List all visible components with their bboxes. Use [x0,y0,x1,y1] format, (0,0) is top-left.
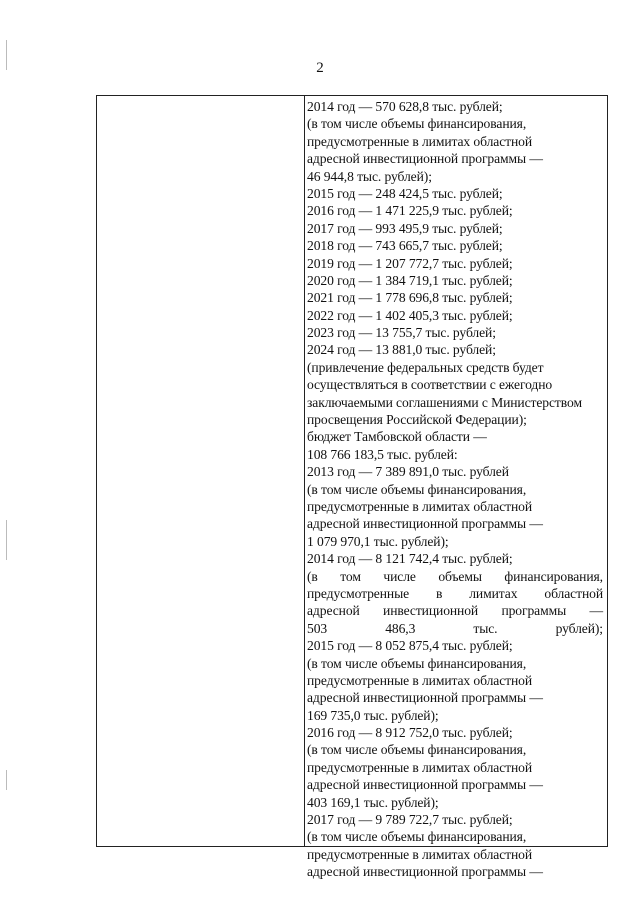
table-text-line: 2024 год — 13 881,0 тыс. рублей; [307,342,496,358]
table-text-line: (в том числе объемы финансирования, [307,481,527,497]
table-text-line: адресной инвестиционной программы — [307,151,543,167]
funding-table [96,95,608,880]
table-text-line: адресной инвестиционной программы — [307,516,543,532]
table-left-cell [97,96,305,846]
table-text-line: (в том числе объемы финансирования, [307,742,527,758]
table-text-line: 2016 год — 8 912 752,0 тыс. рублей; [307,725,513,741]
table-text-line: 2013 год — 7 389 891,0 тыс. рублей [307,464,509,480]
table-text-line: 46 944,8 тыс. рублей); [307,168,432,184]
table-text-line: 2023 год — 13 755,7 тыс. рублей; [307,325,496,341]
scan-mark-middle [6,520,7,560]
page-number: 2 [316,60,324,76]
table-text-line: (в том числе объемы финансирования, [307,116,527,132]
table-text-line [307,585,603,602]
table-text-word: — [589,603,603,619]
table-text-word: рублей); [555,620,603,636]
table-text-line: осуществляться в соответствии с ежегодно [307,377,553,393]
table-text-line: предусмотренные в лимитах областной [307,672,533,688]
table-text-line: 2016 год — 1 471 225,9 тыс. рублей; [307,203,513,219]
table-text-word: адресной [307,603,360,619]
table-text-line [307,620,603,637]
table-text-word: лимитах [469,585,518,601]
scan-mark-top [6,40,7,70]
table-text-line: предусмотренные в лимитах областной [307,133,533,149]
table-text-line: адресной инвестиционной программы — [307,777,543,793]
table-text-word: том [340,568,361,584]
table-text-line: предусмотренные в лимитах областной [307,846,533,862]
table-text-word: финансирования, [504,568,603,584]
table-text-word: объемы [438,568,482,584]
table-text-line: заключаемыми соглашениями с Министерством [307,394,582,410]
table-text-line: бюджет Тамбовской области — [307,429,487,445]
table-text-line: предусмотренные в лимитах областной [307,759,533,775]
table-text-line: 2020 год — 1 384 719,1 тыс. рублей; [307,272,513,288]
table-right-cell [307,98,603,880]
table-text-line: 2014 год — 8 121 742,4 тыс. рублей; [307,551,513,567]
table-text-line: 2017 год — 9 789 722,7 тыс. рублей; [307,812,513,828]
table-text-word: 486,3 [385,620,416,636]
table-text-line: 403 169,1 тыс. рублей); [307,794,439,810]
table-text-word: (в [307,568,318,584]
table-text-line [307,602,603,619]
table-text-line: адресной инвестиционной программы — [307,690,543,706]
table-text-line: предусмотренные в лимитах областной [307,498,533,514]
table-text-line [307,568,603,585]
table-text-word: областной [544,585,603,601]
table-text-line: 2015 год — 8 052 875,4 тыс. рублей; [307,638,513,654]
table-text-line: 2019 год — 1 207 772,7 тыс. рублей; [307,255,513,271]
table-text-line: 2018 год — 743 665,7 тыс. рублей; [307,238,503,254]
table-text-word: числе [383,568,416,584]
table-text-word: 503 [307,620,328,636]
table-text-line: 2017 год — 993 495,9 тыс. рублей; [307,220,503,236]
table-text-word: предусмотренные [307,585,410,601]
table-text-word: тыс. [473,620,498,636]
table-text-line: 1 079 970,1 тыс. рублей); [307,533,449,549]
table-text-line: адресной инвестиционной программы — [307,864,543,880]
table-text-line: 2015 год — 248 424,5 тыс. рублей; [307,185,503,201]
table-text-line: 169 735,0 тыс. рублей); [307,707,439,723]
table-text-line: 2022 год — 1 402 405,3 тыс. рублей; [307,307,513,323]
table-text-line: просвещения Российской Федерации); [307,412,527,428]
table-text-line: (привлечение федеральных средств будет [307,359,544,375]
table-text-word: инвестиционной [383,603,479,619]
table-text-word: программы [501,603,567,619]
table-text-line: (в том числе объемы финансирования, [307,829,527,845]
table-text-line: 2014 год — 570 628,8 тыс. рублей; [307,99,503,114]
scan-mark-bottom [6,770,7,790]
table-text-word: в [435,585,443,601]
table-text-line: (в том числе объемы финансирования, [307,655,527,671]
table-text-line: 108 766 183,5 тыс. рублей: [307,446,458,462]
table-text-line: 2021 год — 1 778 696,8 тыс. рублей; [307,290,513,306]
